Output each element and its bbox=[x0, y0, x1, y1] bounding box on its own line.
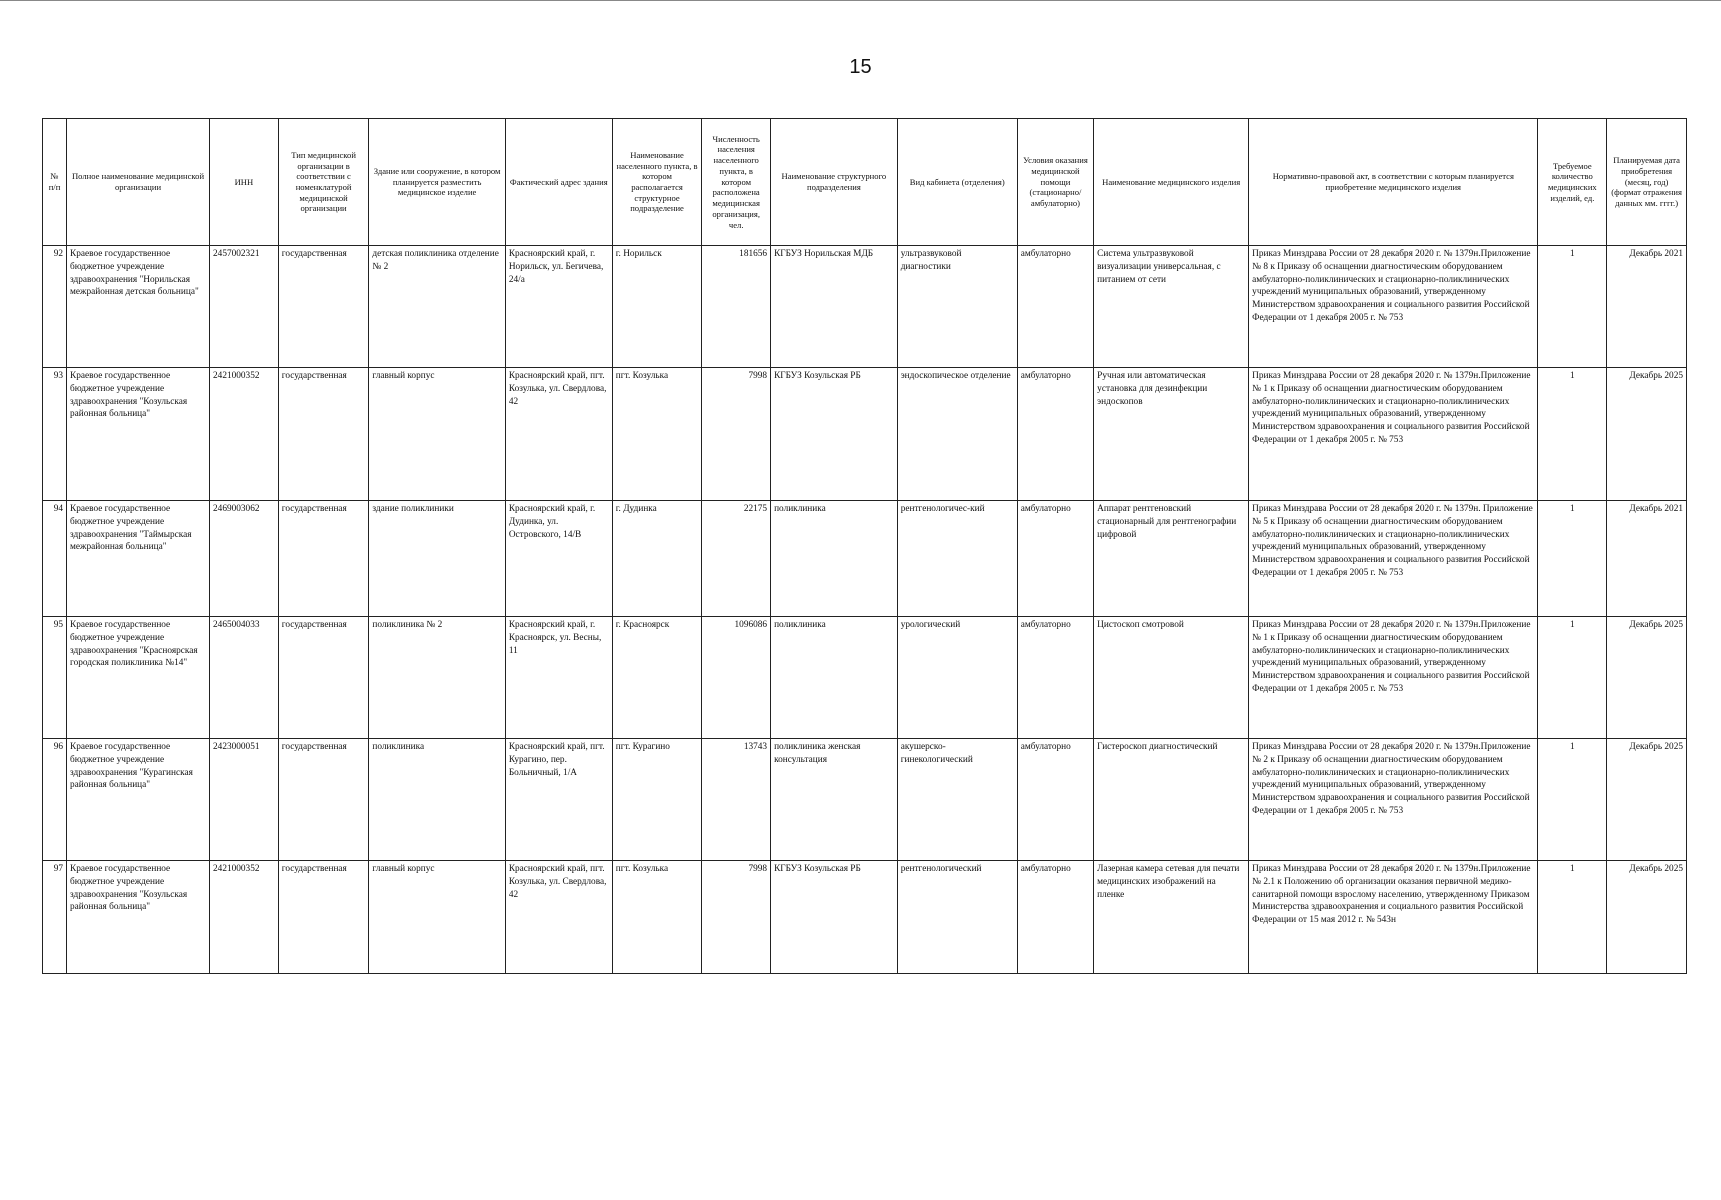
quantity: 1 bbox=[1538, 739, 1607, 861]
care-conditions: амбулаторно bbox=[1017, 501, 1093, 617]
row-number: 92 bbox=[43, 246, 67, 368]
table-row bbox=[43, 861, 1687, 974]
building: поликлиника № 2 bbox=[369, 617, 505, 739]
organization-name: Краевое государственное бюджетное учреждение здравоохранения "Курагинская районная больница" bbox=[67, 739, 210, 861]
care-conditions: амбулаторно bbox=[1017, 739, 1093, 861]
organization-type: государственная bbox=[278, 368, 369, 501]
care-conditions: амбулаторно bbox=[1017, 617, 1093, 739]
planned-date: Декабрь 2025 bbox=[1607, 368, 1687, 501]
population: 7998 bbox=[702, 861, 771, 974]
cabinet-type: рентгенологический bbox=[897, 861, 1017, 974]
division: КГБУЗ Норильская МДБ bbox=[771, 246, 898, 368]
quantity: 1 bbox=[1538, 368, 1607, 501]
header-cell: Здание или сооружение, в котором планируется разместить медицинское изделие bbox=[369, 119, 505, 246]
header-cell: Наименование структурного подразделения bbox=[771, 119, 898, 246]
header-cell: Полное наименование медицинской организации bbox=[67, 119, 210, 246]
row-number: 97 bbox=[43, 861, 67, 974]
planned-date: Декабрь 2025 bbox=[1607, 739, 1687, 861]
settlement: пгт. Козулька bbox=[612, 861, 702, 974]
device-name: Ручная или автоматическая установка для дезинфекции эндоскопов bbox=[1094, 368, 1249, 501]
table-row bbox=[43, 368, 1687, 501]
page-number: 15 bbox=[849, 56, 872, 78]
header-cell: Наименование населенного пункта, в котором располагается структурное подразделение bbox=[612, 119, 702, 246]
address: Красноярский край, г. Дудинка, ул. Островского, 14/В bbox=[505, 501, 612, 617]
division: КГБУЗ Козульская РБ bbox=[771, 368, 898, 501]
header-cell: Фактический адрес здания bbox=[505, 119, 612, 246]
table-header-row bbox=[43, 119, 1687, 246]
inn: 2465004033 bbox=[210, 617, 279, 739]
population: 1096086 bbox=[702, 617, 771, 739]
division: поликлиника bbox=[771, 501, 898, 617]
row-number: 94 bbox=[43, 501, 67, 617]
device-name: Система ультразвуковой визуализации универсальная, с питанием от сети bbox=[1094, 246, 1249, 368]
equipment-table bbox=[42, 118, 1687, 974]
care-conditions: амбулаторно bbox=[1017, 246, 1093, 368]
cabinet-type: ультразвуковой диагностики bbox=[897, 246, 1017, 368]
device-name: Лазерная камера сетевая для печати медицинских изображений на пленке bbox=[1094, 861, 1249, 974]
table-row bbox=[43, 617, 1687, 739]
cabinet-type: урологический bbox=[897, 617, 1017, 739]
cabinet-type: эндоскопическое отделение bbox=[897, 368, 1017, 501]
organization-name: Краевое государственное бюджетное учреждение здравоохранения "Козульская районная больница" bbox=[67, 368, 210, 501]
row-number: 96 bbox=[43, 739, 67, 861]
row-number: 93 bbox=[43, 368, 67, 501]
settlement: г. Дудинка bbox=[612, 501, 702, 617]
table-row bbox=[43, 246, 1687, 368]
address: Красноярский край, пгт. Козулька, ул. Свердлова, 42 bbox=[505, 368, 612, 501]
address: Красноярский край, г. Норильск, ул. Бегичева, 24/а bbox=[505, 246, 612, 368]
building: здание поликлиники bbox=[369, 501, 505, 617]
organization-name: Краевое государственное бюджетное учреждение здравоохранения "Красноярская городская поликлиника №14" bbox=[67, 617, 210, 739]
inn: 2423000051 bbox=[210, 739, 279, 861]
device-name: Гистероскоп диагностический bbox=[1094, 739, 1249, 861]
header-cell: Наименование медицинского изделия bbox=[1094, 119, 1249, 246]
table-row bbox=[43, 501, 1687, 617]
device-name: Цистоскоп смотровой bbox=[1094, 617, 1249, 739]
legal-act: Приказ Минздрава России от 28 декабря 2020 г. № 1379н.Приложение № 2.1 к Положению об организации оказания первичной медико-санитарной помощи взрослому населению, утвержденному Приказом Министерства здравоохранения и социального развития Российской Федерации от 15 мая 2012 г. № 543н bbox=[1249, 861, 1538, 974]
division: поликлиника женская консультация bbox=[771, 739, 898, 861]
legal-act: Приказ Минздрава России от 28 декабря 2020 г. № 1379н.Приложение № 1 к Приказу об оснащении диагностическим оборудованием амбулаторно-поликлинических и стационарно-поликлинических учреждений муниципальных образований, утвержденному Министерством здравоохранения и социального развития Российской Федерации от 1 декабря 2005 г. № 753 bbox=[1249, 368, 1538, 501]
organization-name: Краевое государственное бюджетное учреждение здравоохранения "Норильская межрайонная детская больница" bbox=[67, 246, 210, 368]
planned-date: Декабрь 2025 bbox=[1607, 617, 1687, 739]
inn: 2469003062 bbox=[210, 501, 279, 617]
quantity: 1 bbox=[1538, 861, 1607, 974]
header-cell: Численность населения населенного пункта, в котором расположена медицинская организация, чел. bbox=[702, 119, 771, 246]
inn: 2457002321 bbox=[210, 246, 279, 368]
building: главный корпус bbox=[369, 861, 505, 974]
scan-edge bbox=[0, 0, 1721, 1]
settlement: г. Красноярск bbox=[612, 617, 702, 739]
population: 181656 bbox=[702, 246, 771, 368]
planned-date: Декабрь 2025 bbox=[1607, 861, 1687, 974]
planned-date: Декабрь 2021 bbox=[1607, 246, 1687, 368]
quantity: 1 bbox=[1538, 246, 1607, 368]
header-cell: № п/п bbox=[43, 119, 67, 246]
row-number: 95 bbox=[43, 617, 67, 739]
header-cell: Требуемое количество медицинских изделий, ед. bbox=[1538, 119, 1607, 246]
inn: 2421000352 bbox=[210, 861, 279, 974]
organization-type: государственная bbox=[278, 617, 369, 739]
population: 7998 bbox=[702, 368, 771, 501]
legal-act: Приказ Минздрава России от 28 декабря 2020 г. № 1379н.Приложение № 8 к Приказу об оснащении диагностическим оборудованием амбулаторно-поликлинических и стационарно-поликлинических учреждений муниципальных образований, утвержденному Министерством здравоохранения и социального развития Российской Федерации от 1 декабря 2005 г. № 753 bbox=[1249, 246, 1538, 368]
header-cell: Вид кабинета (отделения) bbox=[897, 119, 1017, 246]
building: поликлиника bbox=[369, 739, 505, 861]
organization-name: Краевое государственное бюджетное учреждение здравоохранения "Козульская районная больница" bbox=[67, 861, 210, 974]
legal-act: Приказ Минздрава России от 28 декабря 2020 г. № 1379н.Приложение № 2 к Приказу об оснащении диагностическим оборудованием амбулаторно-поликлинических и стационарно-поликлинических учреждений муниципальных образований, утвержденному Министерством здравоохранения и социального развития Российской Федерации от 1 декабря 2005 г. № 753 bbox=[1249, 739, 1538, 861]
address: Красноярский край, пгт. Козулька, ул. Свердлова, 42 bbox=[505, 861, 612, 974]
organization-type: государственная bbox=[278, 861, 369, 974]
header-cell: Условия оказания медицинской помощи (стационарно/ амбулаторно) bbox=[1017, 119, 1093, 246]
table-row bbox=[43, 739, 1687, 861]
address: Красноярский край, г. Красноярск, ул. Весны, 11 bbox=[505, 617, 612, 739]
planned-date: Декабрь 2021 bbox=[1607, 501, 1687, 617]
building: главный корпус bbox=[369, 368, 505, 501]
building: детская поликлиника отделение № 2 bbox=[369, 246, 505, 368]
address: Красноярский край, пгт. Курагино, пер. Больничный, 1/А bbox=[505, 739, 612, 861]
organization-name: Краевое государственное бюджетное учреждение здравоохранения "Таймырская межрайонная больница" bbox=[67, 501, 210, 617]
header-cell: ИНН bbox=[210, 119, 279, 246]
division: КГБУЗ Козульская РБ bbox=[771, 861, 898, 974]
settlement: пгт. Козулька bbox=[612, 368, 702, 501]
organization-type: государственная bbox=[278, 739, 369, 861]
legal-act: Приказ Минздрава России от 28 декабря 2020 г. № 1379н. Приложение № 5 к Приказу об оснащении диагностическим оборудованием амбулаторно-поликлинических и стационарно-поликлинических учреждений муниципальных образований, утвержденному Министерством здравоохранения и социального развития Российской Федерации от 1 декабря 2005 г. № 753 bbox=[1249, 501, 1538, 617]
device-name: Аппарат рентгеновский стационарный для рентгенографии цифровой bbox=[1094, 501, 1249, 617]
population: 22175 bbox=[702, 501, 771, 617]
cabinet-type: рентгенологичес-кий bbox=[897, 501, 1017, 617]
population: 13743 bbox=[702, 739, 771, 861]
organization-type: государственная bbox=[278, 246, 369, 368]
inn: 2421000352 bbox=[210, 368, 279, 501]
legal-act: Приказ Минздрава России от 28 декабря 2020 г. № 1379н.Приложение № 1 к Приказу об оснащении диагностическим оборудованием амбулаторно-поликлинических и стационарно-поликлинических учреждений муниципальных образований, утвержденному Министерством здравоохранения и социального развития Российской Федерации от 1 декабря 2005 г. № 753 bbox=[1249, 617, 1538, 739]
quantity: 1 bbox=[1538, 501, 1607, 617]
cabinet-type: акушерско-гинекологический bbox=[897, 739, 1017, 861]
organization-type: государственная bbox=[278, 501, 369, 617]
settlement: г. Норильск bbox=[612, 246, 702, 368]
quantity: 1 bbox=[1538, 617, 1607, 739]
header-cell: Тип медицинской организации в соответствии с номенклатурой медицинской организации bbox=[278, 119, 369, 246]
header-cell: Планируемая дата приобретения (месяц, год) (формат отражения данных мм. гггг.) bbox=[1607, 119, 1687, 246]
header-cell: Нормативно-правовой акт, в соответствии с которым планируется приобретение медицинского изделия bbox=[1249, 119, 1538, 246]
division: поликлиника bbox=[771, 617, 898, 739]
care-conditions: амбулаторно bbox=[1017, 368, 1093, 501]
settlement: пгт. Курагино bbox=[612, 739, 702, 861]
care-conditions: амбулаторно bbox=[1017, 861, 1093, 974]
